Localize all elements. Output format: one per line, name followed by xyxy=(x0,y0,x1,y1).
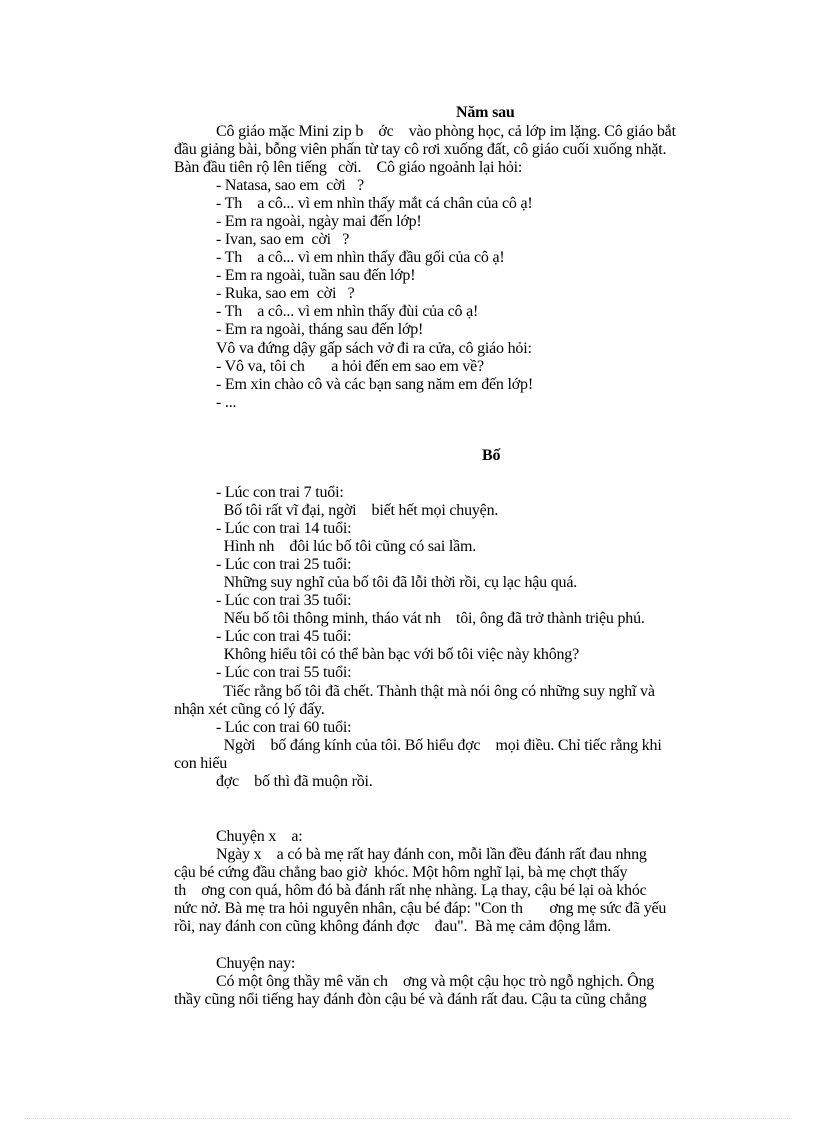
text-line: - Lúc con trai 45 tuổi: xyxy=(216,628,352,645)
text-line: - Lúc con trai 25 tuổi: xyxy=(216,556,352,573)
text-line: th ơng con quá, hôm đó bà đánh rất nhẹ nhàng. Lạ thay, cậu bé lại oà khóc xyxy=(174,882,647,899)
text-line: - Natasa, sao em cời ? xyxy=(216,177,364,194)
text-line: - Em xin chào cô và các bạn sang năm em đến lớp! xyxy=(216,376,533,393)
text-line: Có một ông thầy mê văn ch ơng và một cậu học trò ngỗ nghịch. Ông xyxy=(216,973,655,990)
text-line: Không hiểu tôi có thể bàn bạc với bố tôi việc này không? xyxy=(216,646,579,663)
text-line: - Em ra ngoài, tuần sau đến lớp! xyxy=(216,267,416,284)
text-line: đầu giảng bài, bỗng viên phấn từ tay cô rơi xuống đất, cô giáo cuối xuống nhặt. xyxy=(174,141,667,158)
text-line: Ngời bố đáng kính của tôi. Bố hiểu đợc mọi điều. Chỉ tiếc rằng khi xyxy=(216,737,662,754)
text-line: - Ivan, sao em cời ? xyxy=(216,231,350,248)
text-line: - Lúc con trai 7 tuổi: xyxy=(216,484,344,501)
text-line: Tiếc rằng bố tôi đã chết. Thành thật mà nói ông có những suy nghĩ và xyxy=(216,683,655,700)
text-line: nhận xét cũng có lý đấy. xyxy=(174,701,325,718)
text-line: Chuyện x a: xyxy=(216,828,303,845)
text-line: rồi, nay đánh con cũng không đánh đợc đau". Bà mẹ cảm động lắm. xyxy=(174,918,612,935)
text-line: - Th a cô... vì em nhìn thấy mắt cá chân của cô ạ! xyxy=(216,195,533,212)
text-line: đợc bố thì đã muộn rồi. xyxy=(216,773,373,790)
page-bottom-divider xyxy=(24,1118,792,1119)
text-line: Chuyện nay: xyxy=(216,955,296,972)
text-line: con hiểu xyxy=(174,755,228,772)
text-line: Bàn đầu tiên rộ lên tiếng cời. Cô giáo ngoảnh lại hỏi: xyxy=(174,159,523,176)
text-line: - Vô va, tôi ch a hỏi đến em sao em về? xyxy=(216,358,484,375)
text-line: thầy cũng nổi tiếng hay đánh đòn cậu bé và đánh rất đau. Cậu ta cũng chẳng xyxy=(174,991,647,1008)
text-line: cậu bé cứng đầu chẳng bao giờ khóc. Một hôm nghĩ lại, bà mẹ chợt thấy xyxy=(174,864,628,881)
text-line: Bố tôi rất vĩ đại, ngời biết hết mọi chuyện. xyxy=(216,502,499,519)
text-line: Hình nh đôi lúc bố tôi cũng có sai lầm. xyxy=(216,538,477,555)
text-line: Cô giáo mặc Mini zip b ớc vào phòng học, cả lớp im lặng. Cô giáo bắt xyxy=(216,123,676,140)
section-title-nam-sau: Năm sau xyxy=(456,104,515,121)
text-line: - Lúc con trai 55 tuổi: xyxy=(216,664,352,681)
text-line: - Em ra ngoài, tháng sau đến lớp! xyxy=(216,321,424,338)
text-line: - Lúc con trai 60 tuổi: xyxy=(216,719,352,736)
text-line: Ngày x a có bà mẹ rất hay đánh con, mỗi lần đều đánh rất đau nhng xyxy=(216,846,647,863)
text-line: - Lúc con trai 14 tuổi: xyxy=(216,520,352,537)
text-line: nức nở. Bà mẹ tra hỏi nguyên nhân, cậu bé đáp: "Con th ơng mẹ sức đã yếu xyxy=(174,900,667,917)
text-line: - Th a cô... vì em nhìn thấy đầu gối của cô ạ! xyxy=(216,249,505,266)
text-line: - ... xyxy=(216,394,237,411)
text-line: - Ruka, sao em cời ? xyxy=(216,285,355,302)
section-title-bo: Bố xyxy=(482,447,501,464)
text-line: Vô va đứng dậy gấp sách vở đi ra cửa, cô giáo hỏi: xyxy=(216,340,532,357)
text-line: - Th a cô... vì em nhìn thấy đùi của cô ạ! xyxy=(216,303,479,320)
text-line: Nếu bố tôi thông minh, tháo vát nh tôi, ông đã trở thành triệu phú. xyxy=(216,610,645,627)
text-line: Những suy nghĩ của bố tôi đã lỗi thời rồi, cụ lạc hậu quá. xyxy=(216,574,578,591)
text-line: - Lúc con trai 35 tuổi: xyxy=(216,592,352,609)
text-line: - Em ra ngoài, ngày mai đến lớp! xyxy=(216,213,422,230)
